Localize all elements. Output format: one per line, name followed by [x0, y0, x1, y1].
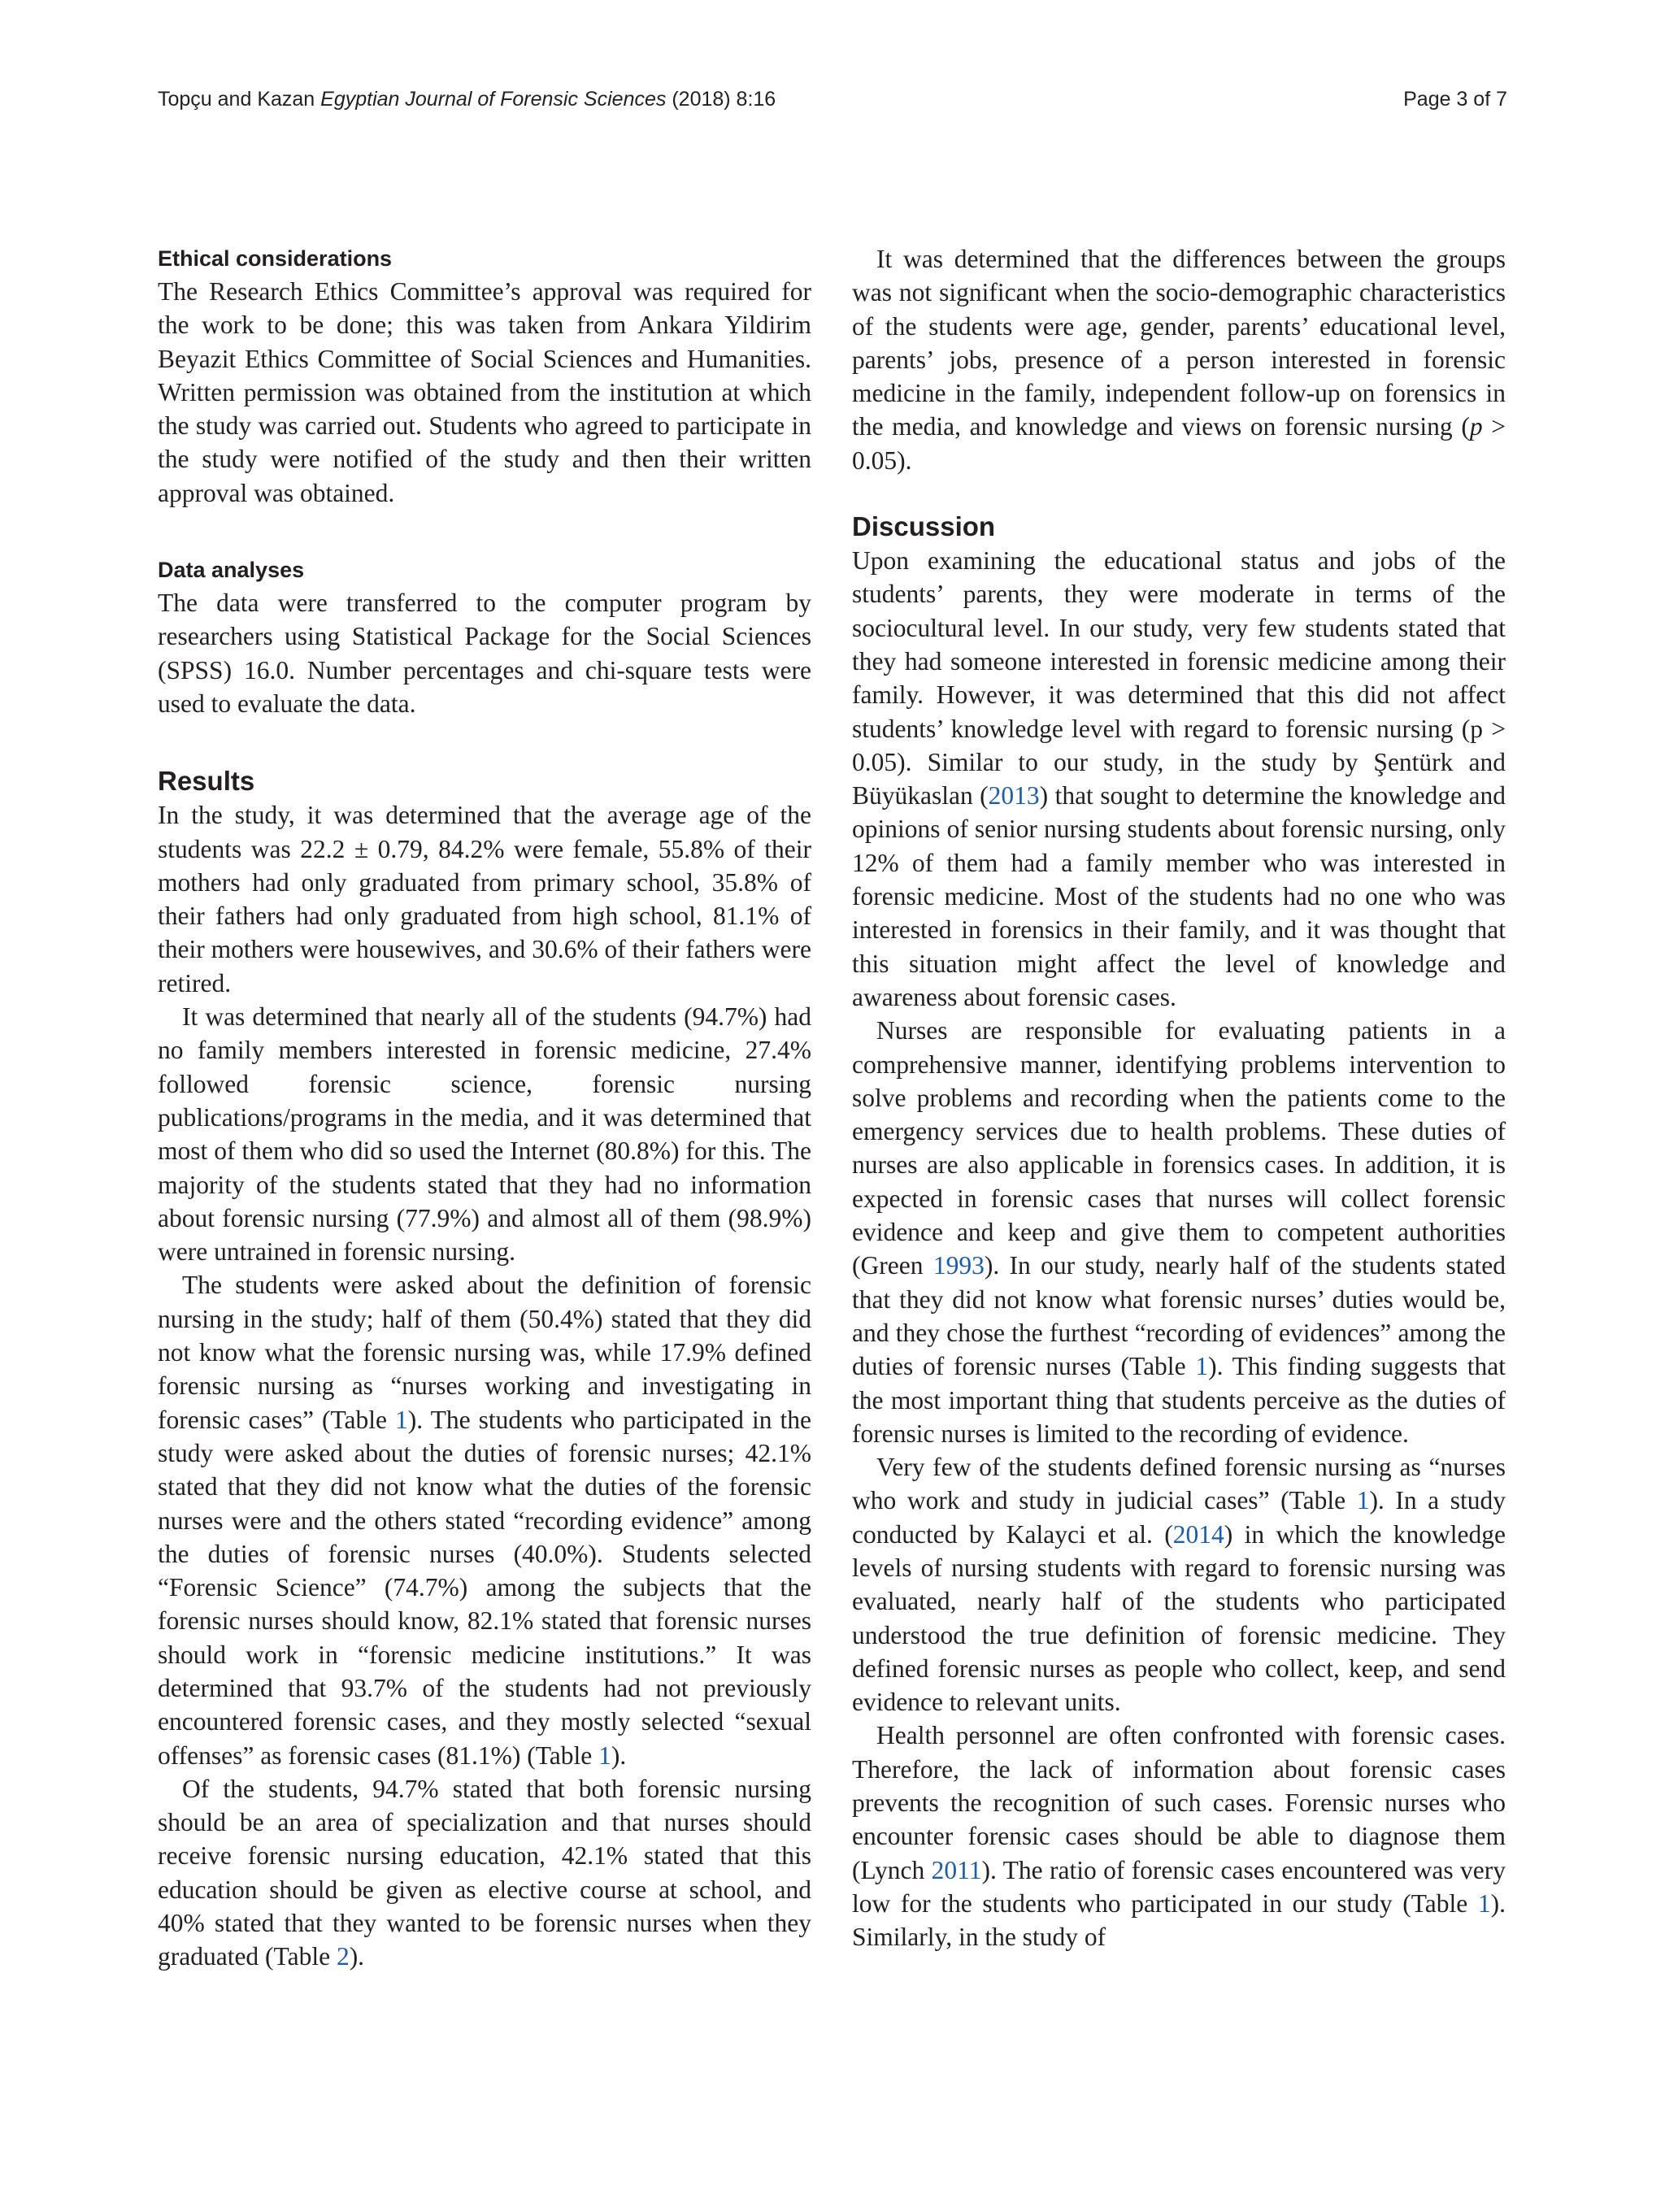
- discussion-heading: Discussion: [852, 511, 996, 542]
- discussion-paragraph-1: Upon examining the educational status and jobs of the students’ parents, they were moderate in terms of the sociocultural level. In our study, very few students stated that they had someone interested in forensic medicine among their family. However, it was determined that this did not affect students’ knowledge level with regard to forensic nursing (p > 0.05). Similar to our study, in the study by Şentürk and Büyükaslan (2013) that sought to determine the knowledge and opinions of senior nursing students about forensic nursing, only 12% of them had a family member who was interested in forensic medicine. Most of the students had no one who was interested in forensics in their family, and it was thought that this situation might affect the level of knowledge and awareness about forensic cases.: [852, 546, 1506, 1011]
- results-paragraph-1: In the study, it was determined that the average age of the students was 22.2 ± 0.79, 84.2% were female, 55.8% of their mothers had only graduated from primary school, 35.8% of their fathers had only graduated from high school, 81.1% of their mothers were housewives, and 30.6% of their fathers were retired.: [158, 801, 811, 997]
- journal-name: Egyptian Journal of Forensic Sciences: [320, 88, 667, 111]
- reference-link[interactable]: 1993: [932, 1251, 985, 1280]
- discussion-paragraph-3: Very few of the students defined forensic nursing as “nurses who work and study in judicial cases” (Table 1). In a study conducted by Kalayci et al. (2014) in which the knowledge levels of nursing students with regard to forensic nursing was evaluated, nearly half of the students who participated understood the true definition of forensic medicine. They defined forensic nurses as people who collect, keep, and send evidence to relevant units.: [852, 1453, 1506, 1717]
- table-1-link[interactable]: 1: [598, 1740, 611, 1770]
- authors: Topçu and Kazan: [158, 88, 315, 111]
- running-head-left: [158, 88, 776, 111]
- reference-link[interactable]: 2013: [988, 781, 1040, 810]
- results-paragraph-3: The students were asked about the definition of forensic nursing in the study; half of them (50.4%) stated that they did not know what the forensic nursing was, while 17.9% defined forensic nursing as “nurses working and investigating in forensic cases” (Table 1). The students who participated in the study were asked about the duties of forensic nurses; 42.1% stated that they did not know what the duties of the forensic nurses were and the others stated “recording evidence” among the duties of forensic nurses (40.0%). Students selected “Forensic Science” (74.7%) among the subjects that the forensic nurses should know, 82.1% stated that forensic nurses should work in “forensic medicine institutions.” It was determined that 93.7% of the students had not previously encountered forensic cases, and they mostly selected “sexual offenses” as forensic cases (81.1%) (Table 1).: [158, 1271, 811, 1770]
- page-number: Page 3 of 7: [1403, 88, 1507, 111]
- discussion-paragraph-2: Nurses are responsible for evaluating patients in a comprehensive manner, identifying problems intervention to solve problems and recording when the patients come to the emergency services due to health problems. These duties of nurses are also applicable in forensics cases. In addition, it is expected in forensic cases that nurses will collect forensic evidence and keep and give them to competent authorities (Green 1993). In our study, nearly half of the students stated that they did not know what forensic nurses’ duties would be, and they chose the furthest “recording of evidences” among the duties of forensic nurses (Table 1). This finding suggests that the most important thing that students perceive as the duties of forensic nurses is limited to the recording of evidence.: [852, 1016, 1506, 1448]
- right-column: [852, 242, 1506, 1954]
- results-heading: Results: [158, 766, 255, 797]
- results-paragraph-5: It was determined that the differences between the groups was not significant when the socio-demographic characteristics of the students were age, gender, parents’ educational level, parents’ jobs, presence of a person interested in forensic medicine in the family, independent follow-up on forensics in the media, and knowledge and views on forensic nursing (p > 0.05).: [852, 245, 1506, 475]
- citation: (2018) 8:16: [672, 88, 776, 111]
- left-column: [158, 242, 811, 1974]
- ethical-paragraph: The Research Ethics Committee’s approval was required for the work to be done; this was taken from Ankara Yildirim Beyazit Ethics Committee of Social Sciences and Humanities. Written permission was obtained from the institution at which the study was carried out. Students who agreed to participate in the study were notified of the study and then their written approval was obtained.: [158, 277, 811, 507]
- table-1-link[interactable]: 1: [1356, 1486, 1370, 1515]
- ethical-heading: Ethical considerations: [158, 246, 393, 271]
- reference-link[interactable]: 2014: [1172, 1519, 1224, 1549]
- reference-link[interactable]: 2011: [931, 1855, 982, 1884]
- discussion-paragraph-4: Health personnel are often confronted with forensic cases. Therefore, the lack of information about forensic cases prevents the recognition of such cases. Forensic nurses who encounter forensic cases should be able to diagnose them (Lynch 2011). The ratio of forensic cases encountered was very low for the students who participated in our study (Table 1). Similarly, in the study of: [852, 1721, 1506, 1952]
- table-1-link[interactable]: 1: [395, 1405, 408, 1434]
- results-paragraph-4: Of the students, 94.7% stated that both forensic nursing should be an area of specialization and that nurses should receive forensic nursing education, 42.1% stated that this education should be given as elective course at school, and 40% stated that they wanted to be forensic nurses when they graduated (Table 2).: [158, 1774, 811, 1971]
- table-1-link[interactable]: 1: [1195, 1352, 1209, 1381]
- running-head: [158, 88, 1507, 111]
- data-analyses-paragraph: The data were transferred to the computer program by researchers using Statistical Package for the Social Sciences (SPSS) 16.0. Number percentages and chi-square tests were used to evaluate the data.: [158, 589, 811, 718]
- table-1-link[interactable]: 1: [1477, 1888, 1491, 1918]
- data-analyses-heading: Data analyses: [158, 558, 305, 583]
- table-2-link[interactable]: 2: [336, 1942, 350, 1971]
- results-paragraph-2: It was determined that nearly all of the students (94.7%) had no family members interested in forensic medicine, 27.4% followed forensic science, forensic nursing publications/programs in the media, and it was determined that most of them who did so used the Internet (80.8%) for this. The majority of the students stated that they had no information about forensic nursing (77.9%) and almost all of them (98.9%) were untrained in forensic nursing.: [158, 1002, 811, 1267]
